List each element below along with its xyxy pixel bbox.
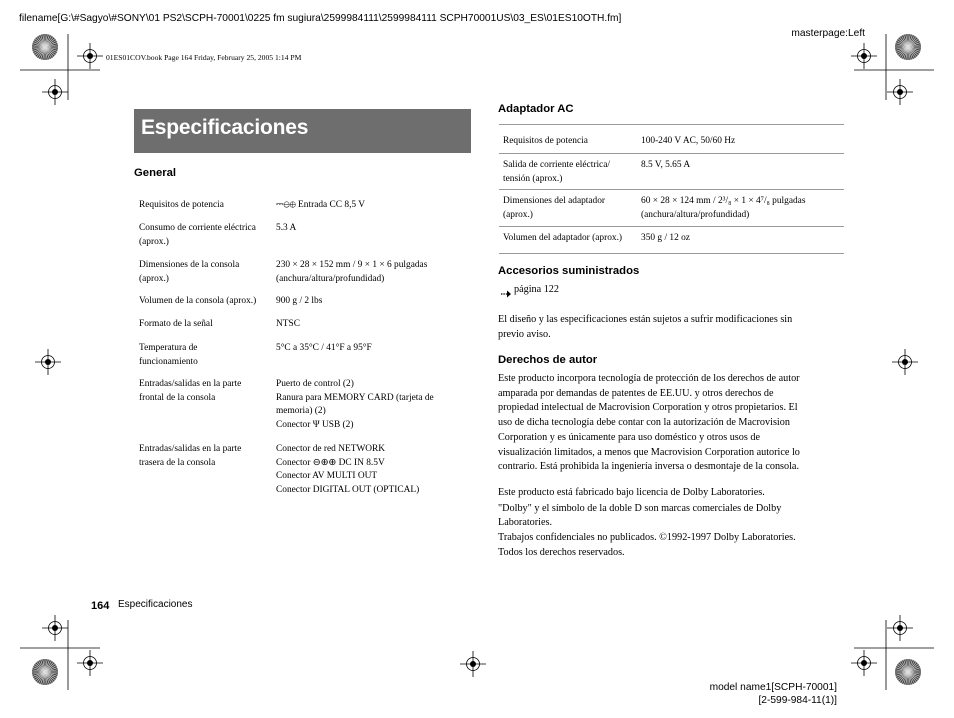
disclaimer-line: previo aviso. xyxy=(498,328,551,340)
footer-section-label: Especificaciones xyxy=(118,599,193,610)
spec-value-line: ⎓⊖⊕ Entrada CC 8,5 V xyxy=(276,200,366,210)
general-heading: General xyxy=(134,167,177,179)
page-title: Especificaciones xyxy=(141,116,309,139)
accesorios-page-link[interactable]: página 122 xyxy=(514,284,559,295)
registration-dot xyxy=(87,53,93,59)
paragraph-line: Corporation y es únicamente para uso doméstico y otros usos de xyxy=(498,431,760,443)
spec-label-line: tensión (aprox.) xyxy=(503,173,563,184)
registration-dot xyxy=(52,89,58,95)
registration-dot xyxy=(902,359,908,365)
spec-label-line: (aprox.) xyxy=(139,236,169,247)
disclaimer-line: El diseño y las especificaciones están sujetos a sufrir modificaciones sin xyxy=(498,314,793,325)
paragraph-line: Este producto está fabricado bajo licencia de Dolby Laboratories. xyxy=(498,487,765,498)
spec-value-line: Conector DIGITAL OUT (OPTICAL) xyxy=(276,484,420,495)
spec-value-line: Conector Ψ USB (2) xyxy=(276,419,354,430)
spec-value-line: 230 × 28 × 152 mm / 9 × 1 × 6 pulgadas xyxy=(276,260,428,270)
page-number: 164 xyxy=(91,600,110,612)
spec-value-line: Ranura para MEMORY CARD (tarjeta de xyxy=(276,392,434,403)
registration-dot xyxy=(45,359,51,365)
spec-label-line: Requisitos de potencia xyxy=(503,136,588,146)
spec-value-line: memoria) (2) xyxy=(276,406,326,417)
spec-label-line: Dimensiones de la consola xyxy=(139,260,240,270)
registration-dot xyxy=(897,625,903,631)
spec-value-line: 100-240 V AC, 50/60 Hz xyxy=(641,136,736,146)
spec-label-line: Entradas/salidas en la parte xyxy=(139,379,242,389)
paragraph-line: "Dolby" y el símbolo de la doble D son marcas comerciales de Dolby xyxy=(498,502,782,514)
spec-value-line: Conector AV MULTI OUT xyxy=(276,471,378,482)
derechos-heading: Derechos de autor xyxy=(498,354,598,366)
spec-value-line: 5.3 A xyxy=(276,223,297,233)
registration-dot xyxy=(87,660,93,666)
masterpage-label: masterpage:Left xyxy=(791,28,865,39)
accesorios-heading: Accesorios suministrados xyxy=(498,265,640,277)
filename-line: filename[G:\#Sagyo\#SONY\01 PS2\SCPH-70001\0225 fm sugiura\2599984111\2599984111 SCPH70001US\03_ES\01ES10OTH.fm] xyxy=(19,13,622,24)
spec-label-line: Salida de corriente eléctrica/ xyxy=(503,160,610,170)
spec-label-line: Volumen del adaptador (aprox.) xyxy=(503,233,623,243)
registration-dot xyxy=(861,53,867,59)
spec-value-line: Conector de red NETWORK xyxy=(276,444,386,454)
paragraph-line: Todos los derechos reservados. xyxy=(498,546,625,558)
registration-dot xyxy=(52,625,58,631)
spec-value-line: Conector ⊖⊕⊕ DC IN 8.5V xyxy=(276,457,385,468)
spec-label-line: Entradas/salidas en la parte xyxy=(139,444,242,454)
spec-value-line: (anchura/altura/profundidad) xyxy=(276,273,385,284)
paragraph-line: amparada por demandas de patentes de EE.UU. y otros derechos de xyxy=(498,387,774,399)
model-name-line: model name1[SCPH-70001] xyxy=(709,682,837,693)
spec-label-line: Volumen de la consola (aprox.) xyxy=(139,296,257,306)
spec-label-line: funcionamiento xyxy=(139,356,198,367)
paragraph-line: contrario. Está prohibida la ingeniería inversa o desmontaje de la consola. xyxy=(498,461,799,473)
part-number-line: [2-599-984-11(1)] xyxy=(758,695,837,706)
adaptador-heading: Adaptador AC xyxy=(498,103,574,115)
spec-label-line: frontal de la consola xyxy=(139,392,216,403)
registration-dot xyxy=(897,89,903,95)
spec-label-line: (aprox.) xyxy=(503,209,533,220)
spec-value-line: 900 g / 2 lbs xyxy=(276,296,323,306)
spec-value-line: 5°C a 35°C / 41°F a 95°F xyxy=(276,343,372,353)
paragraph-line: propiedad intelectual de Macrovision Corporation y otros propietarios. El xyxy=(498,402,798,414)
spec-label-line: trasera de la consola xyxy=(139,457,216,468)
paragraph-line: visualización limitados, a menos que Macrovision Corporation autorice lo xyxy=(498,446,800,458)
spec-label-line: Dimensiones del adaptador xyxy=(503,196,606,206)
registration-dot xyxy=(861,660,867,666)
spec-label-line: Consumo de corriente eléctrica xyxy=(139,223,256,233)
spec-value-line: Puerto de control (2) xyxy=(276,379,354,389)
spec-label-line: Formato de la señal xyxy=(139,319,213,329)
book-info-line: 01ES01COV.book Page 164 Friday, February 25, 2005 1:14 PM xyxy=(106,53,302,62)
paragraph-line: Trabajos confidenciales no publicados. ©1992-1997 Dolby Laboratories. xyxy=(498,532,796,544)
spec-value-line: 60 × 28 × 124 mm / 2³/₈ × 1 × 4⁷/₈ pulgadas xyxy=(641,196,806,206)
spec-value-line: NTSC xyxy=(276,319,300,329)
registration-dot xyxy=(470,661,476,667)
spec-value-line: 350 g / 12 oz xyxy=(641,233,690,243)
paragraph-line: uso de dicha tecnología debe contar con la autorización de Macrovision xyxy=(498,417,790,429)
spec-label-line: Requisitos de potencia xyxy=(139,200,224,210)
paragraph-line: Laboratories. xyxy=(498,517,553,529)
spec-label-line: Temperatura de xyxy=(139,343,198,353)
paragraph-line: Este producto incorpora tecnología de protección de los derechos de autor xyxy=(498,373,800,384)
spec-value-line: 8.5 V, 5.65 A xyxy=(641,160,691,170)
spec-value-line: (anchura/altura/profundidad) xyxy=(641,209,750,220)
spec-label-line: (aprox.) xyxy=(139,273,169,284)
